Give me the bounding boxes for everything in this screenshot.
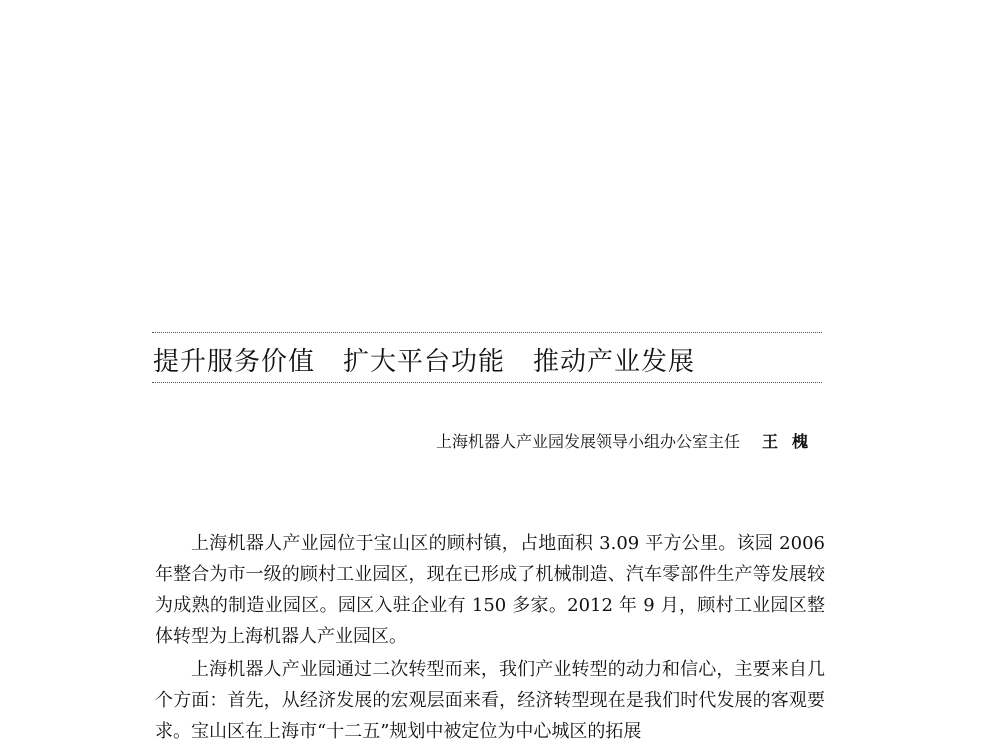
title-part-2: 扩大平台功能: [343, 347, 506, 377]
title-top-rule: [152, 332, 822, 333]
byline: [436, 429, 822, 452]
title-part-3: 推动产业发展: [533, 347, 696, 377]
paragraph-1: 上海机器人产业园位于宝山区的顾村镇，占地面积 3.09 平方公里。该园 2006 年整合为市一级的顾村工业园区，现在已形成了机械制造、汽车零部件生产等发展较为成熟的制造业园区。园区入驻企业有 150 多家。2012 年 9 月，顾村工业园区整体转型为上海机器人产业园区。: [155, 533, 825, 647]
article-title: [153, 341, 695, 378]
paragraph-2: 上海机器人产业园通过二次转型而来，我们产业转型的动力和信心，主要来自几个方面：首先，从经济发展的宏观层面来看，经济转型现在是我们时代发展的客观要求。宝山区在上海市“十二五”规划中被定位为中心城区的拓展: [155, 659, 825, 741]
author-name: 王槐: [761, 432, 822, 451]
title-bottom-rule: [152, 382, 822, 383]
title-part-1: 提升服务价值: [153, 347, 316, 377]
author-affiliation: 上海机器人产业园发展领导小组办公室主任: [435, 432, 740, 451]
article-body: [155, 528, 825, 741]
